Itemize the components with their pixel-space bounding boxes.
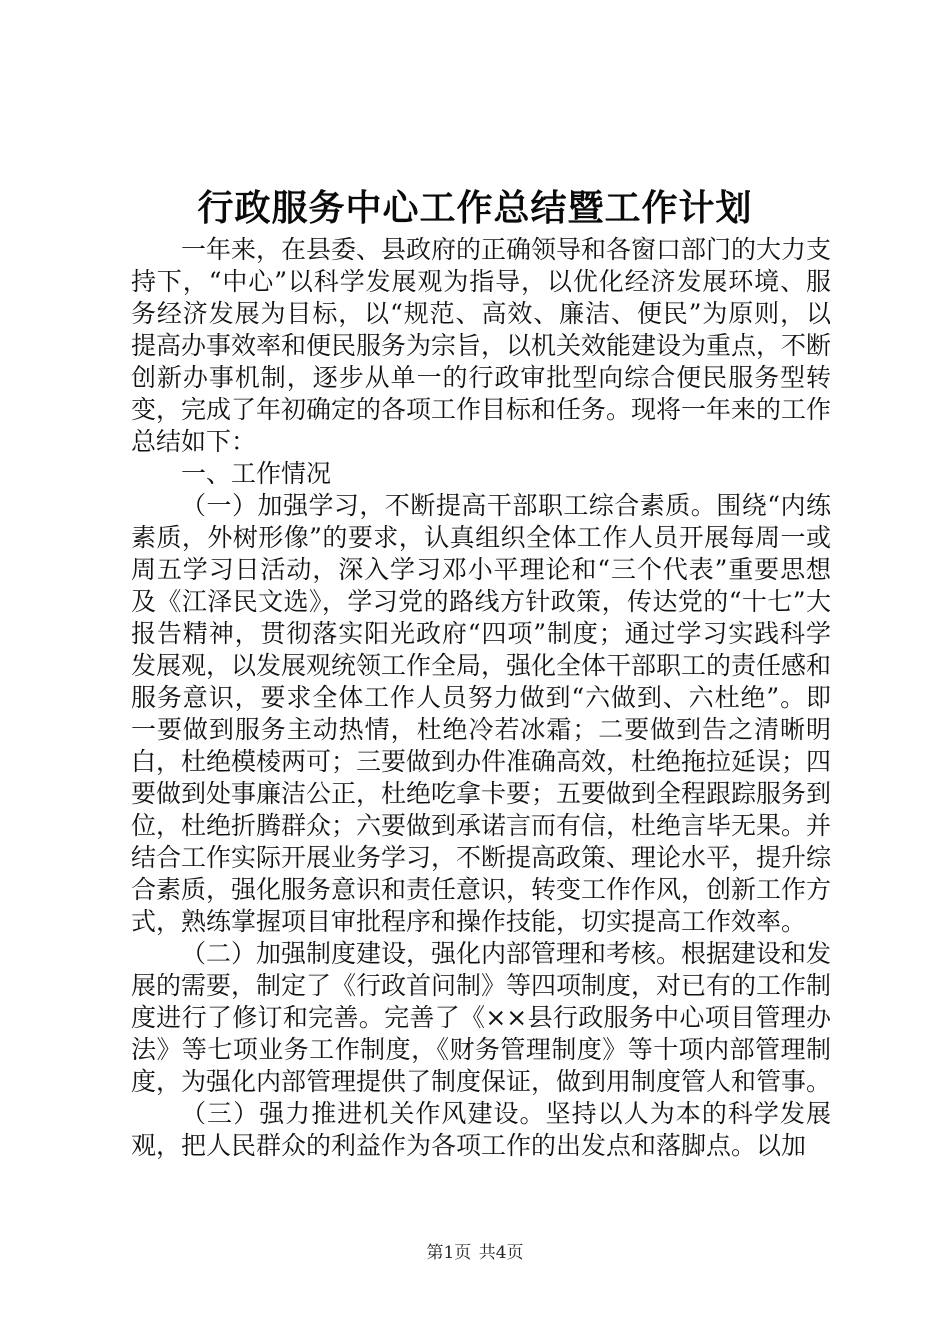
document-title: 行政服务中心工作总结暨工作计划 — [197, 187, 753, 229]
paragraph-item-3: （三）强力推进机关作风建设。坚持以人为本的科学发展观，把人民群众的利益作为各项工作的出发点和落脚点。以加 — [131, 1099, 831, 1160]
paragraph-intro: 一年来，在县委、县政府的正确领导和各窗口部门的大力支持下，“中心”以科学发展观为指导，以优化经济发展环境、服务经济发展为目标，以“规范、高效、廉洁、便民”为原则，以提高办事效率和便民服务为宗旨，以机关效能建设为重点，不断创新办事机制，逐步从单一的行政审批型向综合便民服务型转变，完成了年初确定的各项工作目标和任务。现将一年来的工作总结如下： — [131, 235, 832, 456]
section-heading-work-status: 一、工作情况 — [181, 459, 332, 488]
page-number: 第1页 — [426, 1243, 472, 1263]
paragraph-item-1: （一）加强学习，不断提高干部职工综合素质。围绕“内练素质，外树形像”的要求，认真组织全体工作人员开展每周一或周五学习日活动，深入学习邓小平理论和“三个代表”重要思想及《江泽民文选》，学习党的路线方针政策，传达党的“十七”大报告精神，贯彻落实阳光政府“四项”制度；通过学习实践科学发展观，以发展观统领工作全局，强化全体干部职工的责任感和服务意识，要求全体工作人员努力做到“六做到、六杜绝”。即一要做到服务主动热情，杜绝冷若冰霜；二要做到告之清晰明白，杜绝模棱两可；三要做到办件准确高效，杜绝拖拉延误；四要做到处事廉洁公正，杜绝吃拿卡要；五要做到全程跟踪服务到位，杜绝折腾群众；六要做到承诺言而有信，杜绝言毕无果。并结合工作实际开展业务学习，不断提高政策、理论水平，提升综合素质，强化服务意识和责任意识，转变工作作风，创新工作方式，熟练掌握项目审批程序和操作技能，切实提高工作效率。 — [131, 491, 832, 936]
total-pages: 共4页 — [478, 1243, 524, 1263]
document-body — [131, 234, 831, 1162]
paragraph-item-2: （二）加强制度建设，强化内部管理和考核。根据建设和发展的需要，制定了《行政首问制》等四项制度，对已有的工作制度进行了修订和完善。完善了《××县行政服务中心项目管理办法》等七项业务工作制度，《财务管理制度》等十项内部管理制度，为强化内部管理提供了制度保证，做到用制度管人和管事。 — [131, 939, 832, 1096]
page-footer — [0, 1242, 950, 1264]
